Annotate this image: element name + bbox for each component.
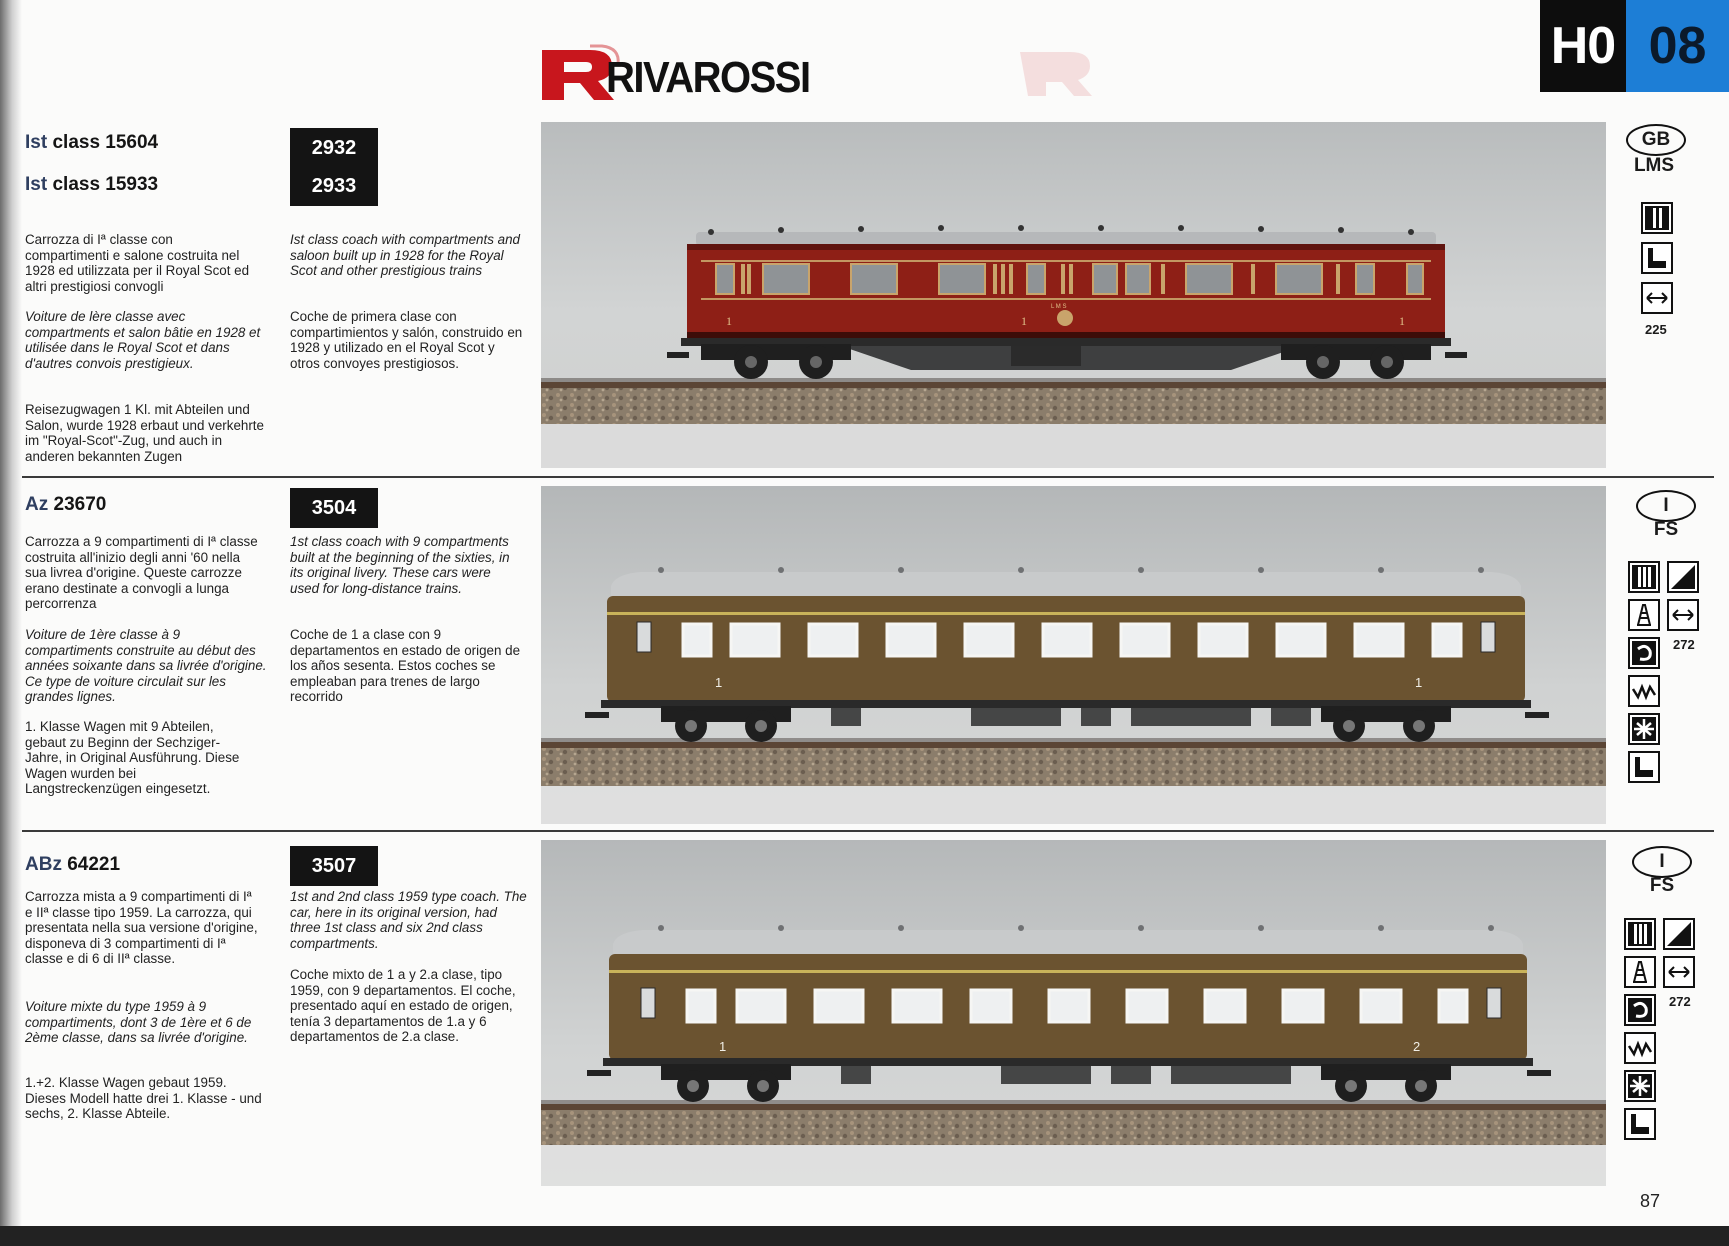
ladder-icon [1624,956,1656,988]
article-code: 2932 [290,128,378,168]
spring-buffer-icon [1628,675,1660,707]
model-title [25,494,106,516]
class-number: 1 [1415,675,1423,690]
model-number: 64221 [67,854,121,875]
coach-photo-lms [541,122,1606,468]
interior-fittings-icon [1641,242,1673,274]
model-prefix: Az [25,494,49,515]
length-value: 272 [1669,994,1691,1009]
description-english: 1st class coach with 9 compartments built at the beginning of the sixties, in its original livery. These cars were used for long-distance trains. [290,534,510,596]
length-value: 225 [1645,322,1667,337]
description-french: Voiture de 1ère classe à 9 compartiments construite au début des années soixante dans sa livrée d'origine. Ce type de voiture circulait sur les grandes lignes. [25,627,267,705]
brand-name: RIVAROSSI [606,54,810,102]
model-number: 23670 [53,494,107,515]
class-number: 2 [1413,1039,1421,1054]
page-number: 87 [1640,1191,1661,1211]
country-badge: I [1636,490,1696,522]
article-code: 3504 [290,488,378,528]
length-icon [1663,956,1695,988]
coach-photo-fs-abz [541,840,1606,1186]
description-spanish: Coche de 1 a clase con 9 departamentos en estado de origen de los años sesenta. Estos coches se empleaban para trenes de largo recorrido [290,627,521,705]
article-code: 2933 [290,166,378,206]
spring-buffer-icon [1624,1032,1656,1064]
railway-lettering: L M S [1051,304,1067,310]
model-prefix: ABz [25,854,62,875]
description-german: Reisezugwagen 1 Kl. mit Abteilen und Salon, wurde 1928 erbaut und verkehrte im "Royal-Scot"-Zug, und auch in anderen bekannten Zugen [25,402,264,464]
country-badge: I [1632,846,1692,878]
coupling-icon [1628,637,1660,669]
section-divider [22,476,1714,478]
logo-ghost-mark [990,48,1095,100]
class-number: 1 [1399,314,1405,328]
model-title [25,854,120,876]
page-bottom-edge [0,1226,1729,1246]
description-spanish: Coche mixto de 1 a y 2.a clase, tipo 1959, con 9 departamentos. El coche, presentado aquí en estado de origen, tenía 3 departamentos de 1.a y 6 departamentos de 2.a clase. [290,967,516,1045]
description-italian: Carrozza a 9 compartimenti di Iª classe costruita all'inizio degli anni '60 nella sua livrea d'origine. Queste carrozze erano destinate a convogli a lunga percorrenza [25,534,258,612]
ladder-icon [1628,599,1660,631]
description-french: Voiture mixte du type 1959 à 9 compartiments, dont 3 de 1ère et 6 de 2ème classe, dans sa livrée d'origine. [25,999,252,1046]
interior-fittings-icon [1624,1108,1656,1140]
bogie-icon [1628,713,1660,745]
article-code: 3507 [290,846,378,886]
description-english: Ist class coach with compartments and saloon built up in 1928 for the Royal Scot and other prestigious trains [290,232,520,279]
description-french: Voiture de lère classe avec compartments et salon bâtie en 1928 et utilisée dans le Royal Scot et dans d'autres convois prestigieux. [25,309,261,371]
length-value: 272 [1673,637,1695,652]
railway-code: LMS [1633,155,1675,176]
lighting-icon [1663,918,1695,950]
lighting-icon [1667,561,1699,593]
description-italian: Carrozza di Iª classe con compartimenti e salone costruita nel 1928 ed utilizzata per il Royal Scot ed altri prestigiosi convogli [25,232,250,294]
coach-photo-fs-az [541,486,1606,824]
model-title [25,174,158,196]
model-number: class 15604 [52,132,159,153]
scale-badge: H0 [1540,0,1626,92]
country-badge: GB [1626,124,1686,156]
description-italian: Carrozza mista a 9 compartimenti di Iª e IIª classe tipo 1959. La carrozza, qui presentata nella sua versione d'origine, disponeva di 3 compartimenti di Iª classe e di 6 di IIª classe. [25,889,258,967]
railway-code: FS [1649,875,1675,896]
length-icon [1641,282,1673,314]
model-number: class 15933 [52,174,159,195]
section-badge: 08 [1626,0,1729,92]
compartment-coach-icon [1628,561,1660,593]
railway-code: FS [1653,519,1679,540]
class-number: 1 [715,675,723,690]
class-number: 1 [719,1039,727,1054]
bogie-icon [1624,1070,1656,1102]
section-divider [22,830,1714,832]
interior-fittings-icon [1628,751,1660,783]
class-number: 1 [726,314,732,328]
model-title [25,132,158,154]
model-prefix: Ist [25,174,48,195]
model-prefix: Ist [25,132,48,153]
compartment-coach-icon [1641,202,1673,234]
page-binding-shadow [0,0,22,1234]
coupling-icon [1624,994,1656,1026]
class-number: 1 [1021,314,1027,328]
description-english: 1st and 2nd class 1959 type coach. The car, here in its original version, had three 1st class and six 2nd class compartments. [290,889,527,951]
length-icon [1667,599,1699,631]
description-german: 1. Klasse Wagen mit 9 Abteilen, gebaut zu Beginn der Sechziger-Jahre, in Original Ausführung. Diese Wagen wurden bei Langstreckenzügen eingesetzt. [25,719,240,797]
description-german: 1.+2. Klasse Wagen gebaut 1959. Dieses Modell hatte drei 1. Klasse - und sechs, 2. Klasse Abteile. [25,1075,262,1122]
compartment-coach-icon [1624,918,1656,950]
description-spanish: Coche de primera clase con compartimientos y salón, construido en 1928 y utilizado en el Royal Scot y otros convoyes prestigiosos. [290,309,523,371]
